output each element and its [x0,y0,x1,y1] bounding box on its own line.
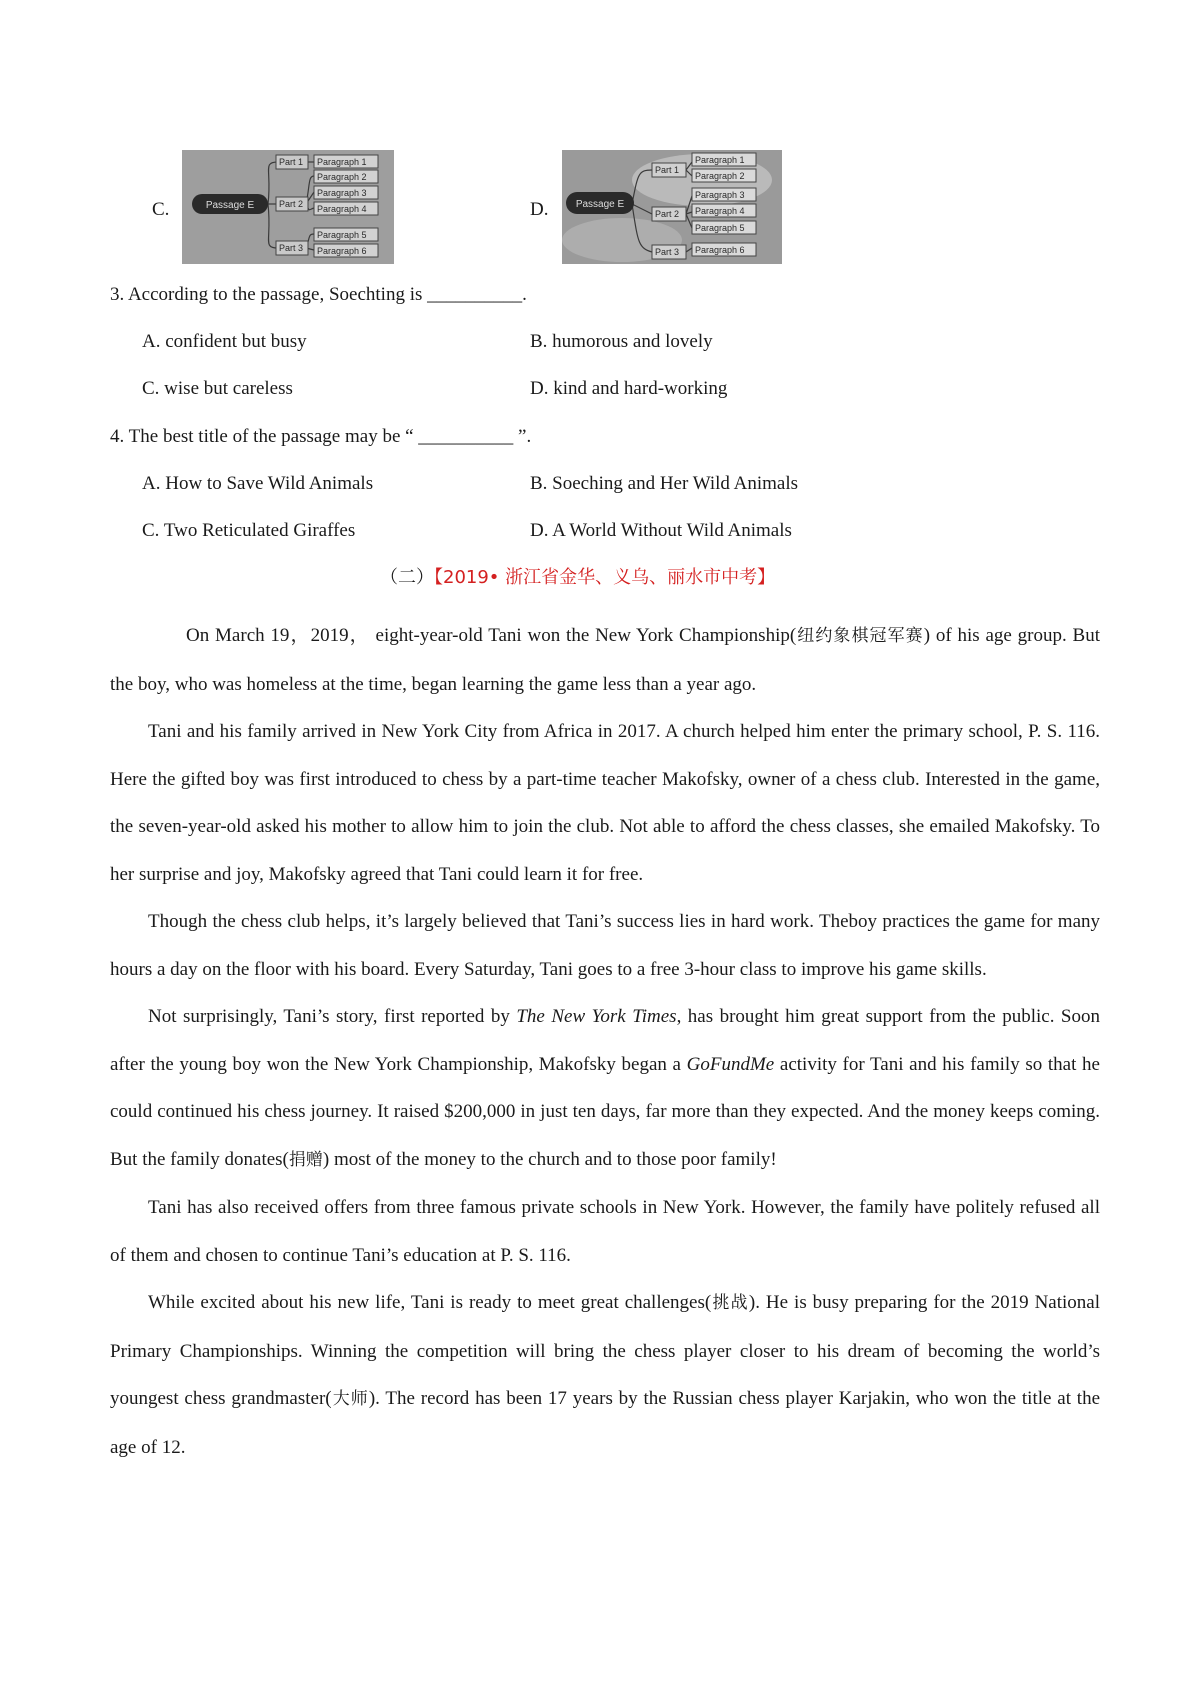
mindmap-c-part-3: Part 3 [279,243,304,253]
question-3-option-a: A. confident but busy [142,331,307,352]
question-4-option-d: D. A World Without Wild Animals [530,520,792,541]
passage-paragraph-1: On March 19，2019， eight-year-old Tani won the New York Championship(纽约象棋冠军赛) of his age group. But the boy, who was homeless at the time, began learning the game less than a year ago. [110,625,1100,695]
passage-paragraph-4: Not surprisingly, Tani’s story, first reported by The New York Times, has brought him great support from the public. Soon after the young boy won the New York Championship, Makofsky began a GoFundMe activity for Tani and his family so that he could continued his chess journey. It raised $200,000 in just ten days, far more than they expected. And the money keeps coming. But the family donates(捐赠) most of the money to the church and to those poor family! [110,1006,1100,1170]
mindmap-d-para-5: Paragraph 5 [695,223,745,233]
section-prefix: （二） [380,567,434,588]
passage-paragraph-5: Tani has also received offers from three famous private schools in New York. However, the family have politely refused all of them and chosen to continue Tani’s education at P. S. 116. [110,1197,1100,1266]
question-4-option-c: C. Two Reticulated Giraffes [142,520,356,541]
question-4-option-a: A. How to Save Wild Animals [142,473,374,494]
mindmap-d-para-4: Paragraph 4 [695,206,745,216]
mindmap-d-para-3: Paragraph 3 [695,190,745,200]
mindmap-c-para-2: Paragraph 2 [317,172,367,182]
mindmap-d-para-1: Paragraph 1 [695,155,745,165]
mindmap-d-root: Passage E [575,199,625,210]
option-c-label: C. [152,199,170,220]
mindmap-c-svg [182,150,394,264]
section-title: 【2019• 浙江省金华、义乌、丽水市中考】 [434,567,776,588]
mindmap-c-para-3: Paragraph 3 [317,188,367,198]
option-d-label: D. [530,199,549,220]
mindmap-figure-c [182,150,394,264]
mindmap-d-part-1: Part 1 [655,165,680,175]
section-heading [380,566,775,590]
mindmap-c-part-2: Part 2 [279,199,304,209]
question-3-option-b: B. humorous and lovely [530,331,713,352]
mindmap-c-part-1: Part 1 [279,157,304,167]
mindmap-c-para-1: Paragraph 1 [317,157,367,167]
mindmap-c-root: Passage E [205,200,255,211]
passage-paragraph-6: While excited about his new life, Tani is ready to meet great challenges(挑战). He is busy preparing for the 2019 National Primary Championships. Winning the competition will bring the chess player closer to his dream of becoming the world’s youngest chess grandmaster(大师). The record has been 17 years by the Russian chess player Karjakin, who won the title at the age of 12. [110,1292,1101,1458]
mindmap-figure-d [562,150,782,264]
reading-passage [110,612,1100,1471]
question-3-stem: 3. According to the passage, Soechting is __________. [110,284,527,305]
question-3-option-d: D. kind and hard-working [530,378,728,399]
passage-paragraph-3: Though the chess club helps, it’s largely believed that Tani’s success lies in hard work. Theboy practices the game for many hours a day on the floor with his board. Every Saturday, Tani goes to a free 3-hour class to improve his game skills. [110,911,1100,980]
mindmap-c-para-6: Paragraph 6 [317,246,367,256]
question-3-option-c: C. wise but careless [142,378,293,399]
mindmap-d-svg [562,150,782,264]
mindmap-d-part-3: Part 3 [655,247,680,257]
passage-paragraph-2: Tani and his family arrived in New York City from Africa in 2017. A church helped him enter the primary school, P. S. 116. Here the gifted boy was first introduced to chess by a part-time teacher Makofsky, owner of a chess club. Interested in the game, the seven-year-old asked his mother to allow him to join the club. Not able to afford the chess classes, she emailed Makofsky. To her surprise and joy, Makofsky agreed that Tani could learn it for free. [110,721,1100,885]
mindmap-d-part-2: Part 2 [655,209,680,219]
mindmap-c-para-4: Paragraph 4 [317,204,367,214]
question-4-option-b: B. Soeching and Her Wild Animals [530,473,799,494]
mindmap-c-para-5: Paragraph 5 [317,230,367,240]
mindmap-d-para-6: Paragraph 6 [695,245,745,255]
mindmap-d-para-2: Paragraph 2 [695,171,745,181]
question-4-stem: 4. The best title of the passage may be “ __________ ”. [110,426,532,447]
